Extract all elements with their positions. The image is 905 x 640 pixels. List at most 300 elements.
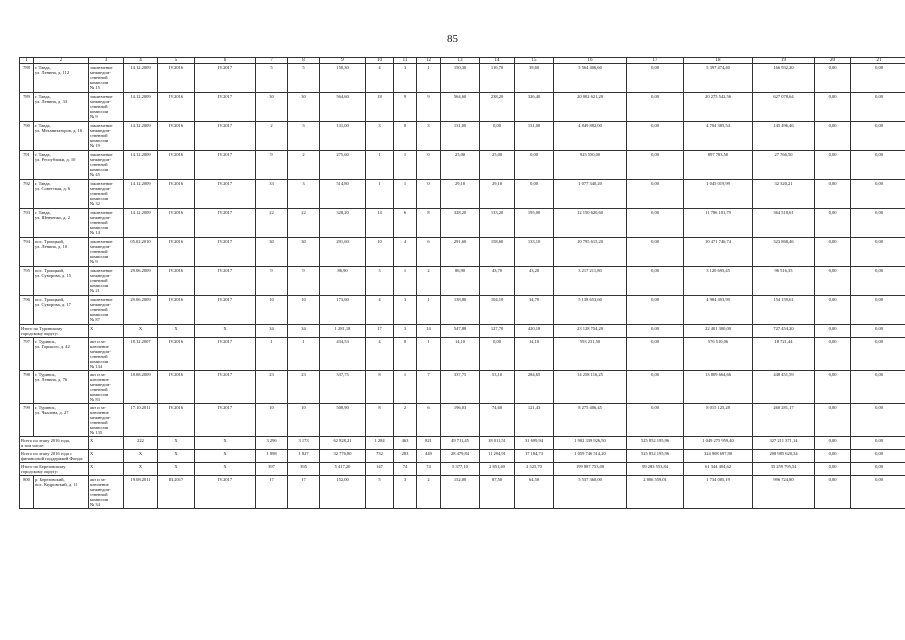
table-cell: 199 887 753,00 bbox=[554, 463, 627, 476]
table-cell: 29,10 bbox=[441, 180, 480, 209]
table-cell: 4 704 385,54 bbox=[684, 122, 753, 151]
table-cell: 9 bbox=[394, 93, 417, 122]
table-cell: 260 281,17 bbox=[753, 404, 815, 437]
table-cell: 3 bbox=[288, 180, 320, 209]
table-cell: 0,00 bbox=[815, 296, 851, 325]
table-cell: 790 bbox=[20, 122, 34, 151]
table-cell: 323 868,46 bbox=[753, 238, 815, 267]
table-cell: 0,00 bbox=[851, 476, 905, 509]
table-cell: 158,60 bbox=[480, 238, 515, 267]
table-cell: 3 173 bbox=[288, 437, 320, 450]
table-cell: 727 454,20 bbox=[753, 325, 815, 338]
column-number: 8 bbox=[288, 58, 320, 64]
table-cell: 284,65 bbox=[515, 371, 554, 404]
table-cell: 0,00 bbox=[627, 267, 684, 296]
table-cell: 2 bbox=[394, 404, 417, 437]
table-cell: 6 bbox=[417, 404, 441, 437]
table-cell: 1 077 340,20 bbox=[554, 180, 627, 209]
document-cell: X bbox=[89, 463, 124, 476]
table-cell: 0,00 bbox=[815, 267, 851, 296]
table-cell: 0,00 bbox=[851, 404, 905, 437]
table-cell: 2 bbox=[288, 151, 320, 180]
document-cell: заключение межведом- ственной комиссии № 21 bbox=[89, 267, 124, 296]
table-cell: 1 bbox=[417, 296, 441, 325]
table-cell: 0,00 bbox=[627, 180, 684, 209]
document-cell: заключение межведом- ственной комиссии № 87 bbox=[89, 296, 124, 325]
table-cell: III.2017 bbox=[158, 476, 195, 509]
table-cell: X bbox=[195, 437, 256, 450]
table-cell: 104,10 bbox=[480, 296, 515, 325]
table-cell: 0,00 bbox=[627, 64, 684, 93]
column-number: 17 bbox=[627, 58, 684, 64]
table-cell: 525 852 195,96 bbox=[627, 450, 684, 463]
table-cell: 1 bbox=[417, 338, 441, 371]
table-cell: 799 bbox=[20, 404, 34, 437]
table-cell: 0,00 bbox=[815, 151, 851, 180]
table-cell: 14.12.2009 bbox=[124, 93, 158, 122]
table-cell: 4 bbox=[366, 64, 394, 93]
table-cell: X bbox=[158, 463, 195, 476]
table-cell: 3 bbox=[417, 122, 441, 151]
document-cell: заключение межведом- ственной комиссии № 19 bbox=[89, 122, 124, 151]
table-cell: 74,60 bbox=[480, 404, 515, 437]
table-row bbox=[20, 476, 905, 509]
table-row bbox=[20, 64, 905, 93]
table-cell: 10 bbox=[366, 238, 394, 267]
table-cell: 29,10 bbox=[480, 180, 515, 209]
table-cell: 5 bbox=[288, 64, 320, 93]
table-cell: IV.2016 bbox=[158, 338, 195, 371]
table-cell: 364 518,61 bbox=[753, 209, 815, 238]
table-cell: 0,00 bbox=[480, 338, 515, 371]
table-cell: 0,00 bbox=[851, 93, 905, 122]
table-cell: 0,00 bbox=[851, 338, 905, 371]
table-cell: 64,50 bbox=[515, 476, 554, 509]
table-cell: 0,00 bbox=[815, 325, 851, 338]
table-cell: 96 516,35 bbox=[753, 267, 815, 296]
table-cell: 1 898 bbox=[256, 450, 288, 463]
table-cell: 821 bbox=[417, 437, 441, 450]
document-cell: акт и за- ключение межведом- ственной комиссии № 34 bbox=[89, 476, 124, 509]
table-cell: 0,00 bbox=[627, 93, 684, 122]
table-cell: 337,75 bbox=[320, 371, 366, 404]
table-cell: 152,00 bbox=[441, 476, 480, 509]
table-cell: 448 451,59 bbox=[753, 371, 815, 404]
table-cell: 166 932,20 bbox=[753, 64, 815, 93]
table-cell: 14.12.2009 bbox=[124, 64, 158, 93]
column-number: 14 bbox=[480, 58, 515, 64]
table-cell: 9 bbox=[256, 267, 288, 296]
table-cell: 5 bbox=[256, 64, 288, 93]
table-cell: 18 011,51 bbox=[480, 437, 515, 450]
table-cell: 328,20 bbox=[320, 209, 366, 238]
table-cell: 0,00 bbox=[815, 463, 851, 476]
table-cell: 1 bbox=[366, 180, 394, 209]
table-cell: 897 783,50 bbox=[684, 151, 753, 180]
table-cell: IV.2016 bbox=[158, 296, 195, 325]
table-cell: IV.2017 bbox=[195, 180, 256, 209]
table-cell: 30 bbox=[288, 93, 320, 122]
table-cell: 1 bbox=[394, 267, 417, 296]
column-number: 7 bbox=[256, 58, 288, 64]
table-cell: X bbox=[195, 325, 256, 338]
summary-label: Всего по этапу 2016 года, в том числе: bbox=[20, 437, 89, 450]
table-cell: 0,00 bbox=[480, 122, 515, 151]
document-cell: заключение межведом- ственной комиссии № 9 bbox=[89, 238, 124, 267]
address-cell: г. Тавда, ул. Советская, д. 6 bbox=[34, 180, 89, 209]
table-cell: 14 bbox=[417, 325, 441, 338]
table-cell: 10 bbox=[288, 404, 320, 437]
table-cell: 0,00 bbox=[815, 93, 851, 122]
table-cell: 0,00 bbox=[815, 371, 851, 404]
table-cell: 0 bbox=[417, 180, 441, 209]
table-cell: 110,70 bbox=[480, 64, 515, 93]
table-cell: 547,88 bbox=[441, 325, 480, 338]
table-cell: 788 bbox=[20, 64, 34, 93]
table-cell: IV.2017 bbox=[195, 476, 256, 509]
table-cell: 337,75 bbox=[441, 371, 480, 404]
table-cell: 22 bbox=[256, 209, 288, 238]
table-cell: 30 bbox=[256, 238, 288, 267]
table-cell: 0,00 bbox=[851, 151, 905, 180]
table-cell: 14 258 116,25 bbox=[554, 371, 627, 404]
table-cell: 13 809 664,66 bbox=[684, 371, 753, 404]
table-cell: 34,70 bbox=[515, 296, 554, 325]
table-cell: 11 294,91 bbox=[480, 450, 515, 463]
table-cell: 0,00 bbox=[851, 180, 905, 209]
table-cell: 131,00 bbox=[320, 122, 366, 151]
table-cell: 0,00 bbox=[851, 267, 905, 296]
table-cell: 87,50 bbox=[480, 476, 515, 509]
table-cell: IV.2016 bbox=[158, 151, 195, 180]
table-cell: 9 bbox=[256, 151, 288, 180]
document-cell: заключение межведом- ственной комиссии № 9 bbox=[89, 93, 124, 122]
table-cell: IV.2017 bbox=[195, 151, 256, 180]
table-cell: 39,60 bbox=[515, 64, 554, 93]
table-cell: 0,00 bbox=[851, 371, 905, 404]
table-cell: 8 bbox=[366, 404, 394, 437]
table-cell: 3 bbox=[394, 64, 417, 93]
document-cell: заключение межведом- ственной комиссии № 45 bbox=[89, 151, 124, 180]
table-cell: 138,80 bbox=[441, 296, 480, 325]
table-cell: 9 bbox=[288, 267, 320, 296]
table-cell: 1 281,18 bbox=[320, 325, 366, 338]
table-cell: 1 045 019,99 bbox=[684, 180, 753, 209]
table-cell: 11 786 101,79 bbox=[684, 209, 753, 238]
table-cell: IV.2016 bbox=[158, 267, 195, 296]
table-cell: 797 bbox=[20, 338, 34, 371]
table-cell: 19.08.2011 bbox=[124, 476, 158, 509]
address-cell: пос. Троицкий, ул. Суворова, д. 15 bbox=[34, 267, 89, 296]
table-cell: 3 bbox=[394, 325, 417, 338]
table-cell: 30 bbox=[256, 93, 288, 122]
table-cell: X bbox=[124, 463, 158, 476]
table-cell: 74 bbox=[417, 463, 441, 476]
summary-row bbox=[20, 437, 905, 450]
address-cell: г. Тавда, ул. Ленина, д. 33 bbox=[34, 93, 89, 122]
column-number: 11 bbox=[394, 58, 417, 64]
table-cell: 0,00 bbox=[815, 437, 851, 450]
table-cell: 4 bbox=[394, 238, 417, 267]
table-cell: 4 849 882,00 bbox=[554, 122, 627, 151]
table-cell: 3 217 211,80 bbox=[554, 267, 627, 296]
table-cell: 326,40 bbox=[515, 93, 554, 122]
table-cell: 564,60 bbox=[441, 93, 480, 122]
table-cell: 4 bbox=[366, 338, 394, 371]
table-cell: IV.2017 bbox=[195, 238, 256, 267]
table-cell: 10 471 746,74 bbox=[684, 238, 753, 267]
table-cell: 1 bbox=[394, 151, 417, 180]
table-cell: 0,00 bbox=[851, 122, 905, 151]
table-cell: 10 bbox=[256, 296, 288, 325]
table-cell: 593 231,50 bbox=[554, 338, 627, 371]
table-cell: 2 bbox=[256, 122, 288, 151]
table-cell: 133,20 bbox=[480, 209, 515, 238]
table-cell: X bbox=[158, 450, 195, 463]
column-number: 13 bbox=[441, 58, 480, 64]
table-cell: 420,18 bbox=[515, 325, 554, 338]
table-cell: 99 283 553,84 bbox=[627, 463, 684, 476]
table-cell: 0,00 bbox=[627, 151, 684, 180]
column-number: 5 bbox=[158, 58, 195, 64]
table-cell: 327 211 371,14 bbox=[753, 437, 815, 450]
table-cell: 2 525,70 bbox=[515, 463, 554, 476]
table-cell: 131,00 bbox=[441, 122, 480, 151]
table-cell: 0,00 bbox=[515, 151, 554, 180]
column-number: 15 bbox=[515, 58, 554, 64]
address-cell: пос. Троицкий, ул. Суворова, д. 17 bbox=[34, 296, 89, 325]
column-number: 6 bbox=[195, 58, 256, 64]
table-cell: 22 401 300,00 bbox=[684, 325, 753, 338]
table-cell: 14.12.2009 bbox=[124, 209, 158, 238]
table-cell: 32 320,21 bbox=[753, 180, 815, 209]
table-cell: 20 902 621,20 bbox=[554, 93, 627, 122]
summary-row bbox=[20, 463, 905, 476]
table-cell: 1 bbox=[256, 338, 288, 371]
table-cell: 0,00 bbox=[627, 209, 684, 238]
table-cell: 5 564 406,60 bbox=[554, 64, 627, 93]
table-cell: 05.02.2010 bbox=[124, 238, 158, 267]
table-row bbox=[20, 404, 905, 437]
table-cell: 2 bbox=[417, 476, 441, 509]
table-cell: 22 bbox=[288, 209, 320, 238]
table-cell: 0,00 bbox=[515, 180, 554, 209]
table-cell: IV.2016 bbox=[158, 238, 195, 267]
table-cell: 28 479,84 bbox=[441, 450, 480, 463]
table-cell: 29.06.2009 bbox=[124, 296, 158, 325]
table-cell: IV.2016 bbox=[158, 371, 195, 404]
table-cell: 222 bbox=[124, 437, 158, 450]
address-cell: г. Тавда, ул. Шевченко, д. 2 bbox=[34, 209, 89, 238]
column-number: 18 bbox=[684, 58, 753, 64]
table-cell: 0,00 bbox=[815, 238, 851, 267]
table-cell: 328,20 bbox=[441, 209, 480, 238]
table-cell: 150,30 bbox=[320, 64, 366, 93]
table-cell: 31 699,94 bbox=[515, 437, 554, 450]
table-cell: 3 bbox=[394, 296, 417, 325]
table-cell: 18.12.2007 bbox=[124, 338, 158, 371]
table-cell: 195,00 bbox=[515, 209, 554, 238]
table-cell: 434,53 bbox=[320, 338, 366, 371]
table-cell: 0,00 bbox=[851, 238, 905, 267]
table-cell: 208 985 620,34 bbox=[753, 450, 815, 463]
table-cell: 3 bbox=[366, 122, 394, 151]
table-cell: IV.2016 bbox=[158, 180, 195, 209]
column-number: 20 bbox=[815, 58, 851, 64]
table-cell: 23 bbox=[256, 371, 288, 404]
table-cell: 34 bbox=[288, 325, 320, 338]
table-cell: 996 724,80 bbox=[753, 476, 815, 509]
table-cell: 0,00 bbox=[815, 476, 851, 509]
table-cell: 20 275 542,56 bbox=[684, 93, 753, 122]
address-cell: г. Тавда, ул. Республики, д. 10 bbox=[34, 151, 89, 180]
table-cell: X bbox=[195, 450, 256, 463]
table-cell: 17 bbox=[288, 476, 320, 509]
table-cell: 14,10 bbox=[515, 338, 554, 371]
table-cell: 10 bbox=[288, 296, 320, 325]
table-cell: 3 bbox=[394, 476, 417, 509]
table-cell: 2 806 559,01 bbox=[627, 476, 684, 509]
table-cell: 5 397 474,40 bbox=[684, 64, 753, 93]
table-cell: IV.2016 bbox=[158, 209, 195, 238]
column-number: 19 bbox=[753, 58, 815, 64]
table-cell: 14 bbox=[366, 209, 394, 238]
document-cell: акт и за- ключение межведом- ственной комиссии № 134 bbox=[89, 338, 124, 371]
table-cell: X bbox=[124, 325, 158, 338]
table-cell: 17.10.2011 bbox=[124, 404, 158, 437]
table-row bbox=[20, 209, 905, 238]
table-cell: 121,43 bbox=[515, 404, 554, 437]
table-cell: 1 284 bbox=[366, 437, 394, 450]
table-cell: 796 bbox=[20, 296, 34, 325]
address-cell: г. Тавда, ул. Ленина, д. 112 bbox=[34, 64, 89, 93]
table-cell: 145 496,46 bbox=[753, 122, 815, 151]
table-cell: 0,00 bbox=[627, 296, 684, 325]
table-cell: IV.2017 bbox=[195, 296, 256, 325]
column-number: 21 bbox=[851, 58, 905, 64]
table-cell: 23 128 754,20 bbox=[554, 325, 627, 338]
table-cell: 791 bbox=[20, 151, 34, 180]
table-cell: 10 bbox=[256, 404, 288, 437]
table-cell: 196,03 bbox=[441, 404, 480, 437]
table-cell: 1 827 bbox=[288, 450, 320, 463]
table-cell: 0,00 bbox=[627, 338, 684, 371]
table-row bbox=[20, 180, 905, 209]
table-cell: 732 bbox=[366, 450, 394, 463]
table-cell: 798 bbox=[20, 371, 34, 404]
table-cell: 14.12.2009 bbox=[124, 151, 158, 180]
table-cell: 0,00 bbox=[627, 371, 684, 404]
table-cell: 5 537 360,00 bbox=[554, 476, 627, 509]
table-cell: 564,60 bbox=[320, 93, 366, 122]
table-cell: 627 078,64 bbox=[753, 93, 815, 122]
table-cell: IV.2016 bbox=[158, 404, 195, 437]
table-cell: 9 bbox=[417, 93, 441, 122]
table-cell: 324 908 697,90 bbox=[684, 450, 753, 463]
table-cell: IV.2017 bbox=[195, 404, 256, 437]
table-cell: 86,90 bbox=[441, 267, 480, 296]
address-cell: г. Туринск, ул. Горького, д. 42 bbox=[34, 338, 89, 371]
table-row bbox=[20, 151, 905, 180]
table-cell: 794 bbox=[20, 238, 34, 267]
table-cell: 0,00 bbox=[627, 238, 684, 267]
table-cell: IV.2017 bbox=[195, 209, 256, 238]
table-cell: 33 bbox=[256, 180, 288, 209]
table-cell: 27 766,50 bbox=[753, 151, 815, 180]
table-cell: 8 bbox=[417, 209, 441, 238]
table-cell: 3 bbox=[288, 122, 320, 151]
table-cell: 291,60 bbox=[441, 238, 480, 267]
table-cell: 1 bbox=[366, 151, 394, 180]
table-cell: 793 bbox=[20, 209, 34, 238]
table-cell: 1 bbox=[417, 64, 441, 93]
table-cell: 0 bbox=[417, 151, 441, 180]
table-cell: IV.2017 bbox=[195, 338, 256, 371]
table-cell: 25,00 bbox=[480, 151, 515, 180]
table-cell: 14.12.2009 bbox=[124, 180, 158, 209]
table-cell: X bbox=[158, 437, 195, 450]
table-cell: 925 550,00 bbox=[554, 151, 627, 180]
table-cell: 1 bbox=[288, 338, 320, 371]
table-cell: 17 184,73 bbox=[515, 450, 554, 463]
table-cell: 6 bbox=[394, 209, 417, 238]
table-cell: 0,00 bbox=[851, 437, 905, 450]
table-cell: 18 721,44 bbox=[753, 338, 815, 371]
table-cell: 34 bbox=[256, 325, 288, 338]
table-cell: 514,80 bbox=[320, 180, 366, 209]
table-cell: 795 bbox=[20, 267, 34, 296]
table-cell: 30 bbox=[288, 238, 320, 267]
table-cell: 131,00 bbox=[515, 122, 554, 151]
table-cell: 7 bbox=[417, 371, 441, 404]
table-cell: 0,00 bbox=[627, 122, 684, 151]
table-cell: 792 bbox=[20, 180, 34, 209]
table-cell: 238,20 bbox=[480, 93, 515, 122]
table-cell: 17 bbox=[366, 325, 394, 338]
table-cell: 1 734 085,19 bbox=[684, 476, 753, 509]
summary-label: Всего по этапу 2016 года с финансовой поддержкой Фонда: bbox=[20, 450, 89, 463]
table-cell: 1 049 275 959,40 bbox=[684, 437, 753, 450]
table-cell: X bbox=[158, 325, 195, 338]
table-cell: 1 bbox=[394, 371, 417, 404]
housing-table bbox=[19, 57, 905, 509]
table-cell: 61 344 404,62 bbox=[684, 463, 753, 476]
table-cell: 35 259 795,54 bbox=[753, 463, 815, 476]
table-cell: X bbox=[195, 463, 256, 476]
table-cell: 18 bbox=[366, 93, 394, 122]
table-cell: 800 bbox=[20, 476, 34, 509]
table-cell: 449 bbox=[417, 450, 441, 463]
document-cell: X bbox=[89, 450, 124, 463]
table-cell: 173,60 bbox=[320, 296, 366, 325]
table-cell: 6 bbox=[417, 238, 441, 267]
table-cell: 0,00 bbox=[851, 450, 905, 463]
table-cell: 275,60 bbox=[320, 151, 366, 180]
table-cell: 4 984 493,99 bbox=[684, 296, 753, 325]
table-cell: X bbox=[124, 450, 158, 463]
table-cell: 508,90 bbox=[320, 404, 366, 437]
table-cell: IV.2016 bbox=[158, 122, 195, 151]
column-number: 3 bbox=[89, 58, 124, 64]
table-cell: 463 bbox=[394, 437, 417, 450]
table-cell: 14.12.2009 bbox=[124, 122, 158, 151]
table-cell: IV.2017 bbox=[195, 267, 256, 296]
table-cell: 2 851,40 bbox=[480, 463, 515, 476]
column-number: 1 bbox=[20, 58, 34, 64]
table-cell: 147 bbox=[366, 463, 394, 476]
table-cell: 86,90 bbox=[320, 267, 366, 296]
table-cell: 62 828,21 bbox=[320, 437, 366, 450]
